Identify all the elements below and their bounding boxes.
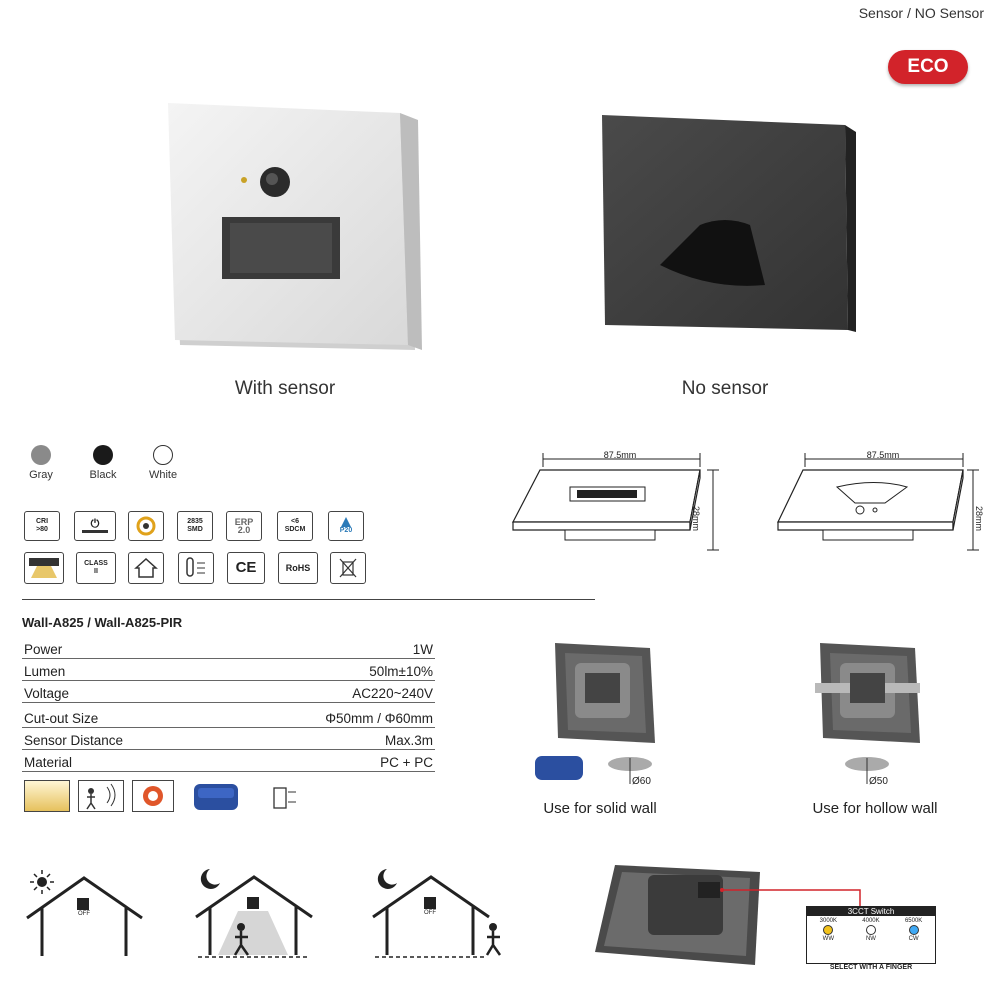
color-swatch-black: [93, 445, 113, 465]
caption-no-sensor: No sensor: [681, 378, 769, 399]
cct-switch-instruction: SELECT WITH A FINGER: [829, 964, 913, 971]
motion-sensor-icon: [78, 780, 124, 812]
spec-row-lumen: Lumen 50lm±10%: [22, 660, 435, 681]
spec-row-sensor-distance: Sensor Distance Max.3m: [22, 729, 435, 750]
cct-option-cw[interactable]: 6500K CW: [904, 918, 923, 942]
color-label-white: White: [148, 469, 178, 481]
color-label-gray: Gray: [29, 469, 53, 481]
scene-night-motion-on: [188, 865, 323, 965]
sun-icon: [30, 870, 54, 894]
eco-badge: ECO: [888, 50, 968, 84]
model-title: Wall-A825 / Wall-A825-PIR: [22, 615, 183, 630]
erp-cert-icon: ERP 2.0: [226, 511, 262, 541]
hole-size-label-50: Ø50: [869, 776, 888, 787]
scene-night-motion-off: [365, 865, 510, 965]
beam-angle-icon: [24, 780, 70, 812]
spec-row-voltage: Voltage AC220~240V: [22, 682, 435, 703]
dimension-width-right: 87.5mm: [866, 450, 900, 460]
ce-cert-icon: CE: [227, 552, 265, 584]
mounting-box-hollow-wall: [815, 638, 925, 746]
led-chip-cert-icon: 2835 SMD: [177, 511, 213, 541]
moon-icon: [201, 869, 220, 889]
color-swatch-gray: [31, 445, 51, 465]
power-factor-icon: ⏻: [74, 511, 116, 541]
ip-rating-icon: P20: [328, 511, 364, 541]
dimension-height-right: 28mm: [974, 506, 984, 532]
scene-1-state: OFF: [78, 911, 90, 917]
weee-bin-icon: [330, 552, 366, 584]
mounting-box-solid-wall: [550, 638, 660, 746]
mounting-clip-icon: [268, 782, 302, 814]
moon-icon: [378, 869, 397, 889]
product-image-with-sensor: [160, 100, 430, 360]
hole-size-label-60: Ø60: [632, 776, 651, 787]
dimension-height-left: 28mm: [691, 506, 701, 532]
dimmable-icon: [128, 511, 164, 541]
connector-block-small-icon: [532, 752, 588, 784]
cct-option-nw[interactable]: 4000K NW: [862, 918, 880, 942]
color-label-black: Black: [89, 469, 117, 481]
dimension-drawing-no-sensor: [775, 445, 985, 560]
sdcm-cert-icon: <6 SDCM: [277, 511, 313, 541]
caption-hollow-wall: Use for hollow wall: [812, 800, 938, 817]
cct-option-ww[interactable]: 3000K WW: [819, 918, 837, 942]
dimension-drawing-with-sensor: [505, 445, 735, 560]
scene-3-state: OFF: [424, 910, 436, 916]
indoor-icon: [128, 552, 164, 584]
page-header-title: Sensor / NO Sensor: [858, 5, 984, 21]
section-divider: [22, 599, 595, 600]
spec-row-material: Material PC + PC: [22, 751, 435, 772]
dimension-width-left: 87.5mm: [603, 450, 637, 460]
spec-row-cutout-size: Cut-out Size Φ50mm / Φ60mm: [22, 707, 435, 728]
caption-solid-wall: Use for solid wall: [543, 800, 657, 817]
color-swatch-white: [153, 445, 173, 465]
cct-switch-title: 3CCT Switch: [807, 907, 935, 916]
temperature-range-icon: [178, 552, 214, 584]
cct-switch-panel: [806, 906, 936, 964]
spec-row-power: Power 1W: [22, 638, 435, 659]
class-ii-cert-icon: CLASS II: [76, 552, 116, 584]
cri-cert-icon: CRI >80: [24, 511, 60, 541]
rohs-cert-icon: RoHS: [278, 552, 318, 584]
recessed-install-icon: [24, 552, 64, 584]
product-image-no-sensor: [590, 110, 865, 340]
caption-with-sensor: With sensor: [234, 378, 336, 399]
connector-block-icon: [190, 780, 245, 820]
light-sensor-icon: [132, 780, 174, 812]
